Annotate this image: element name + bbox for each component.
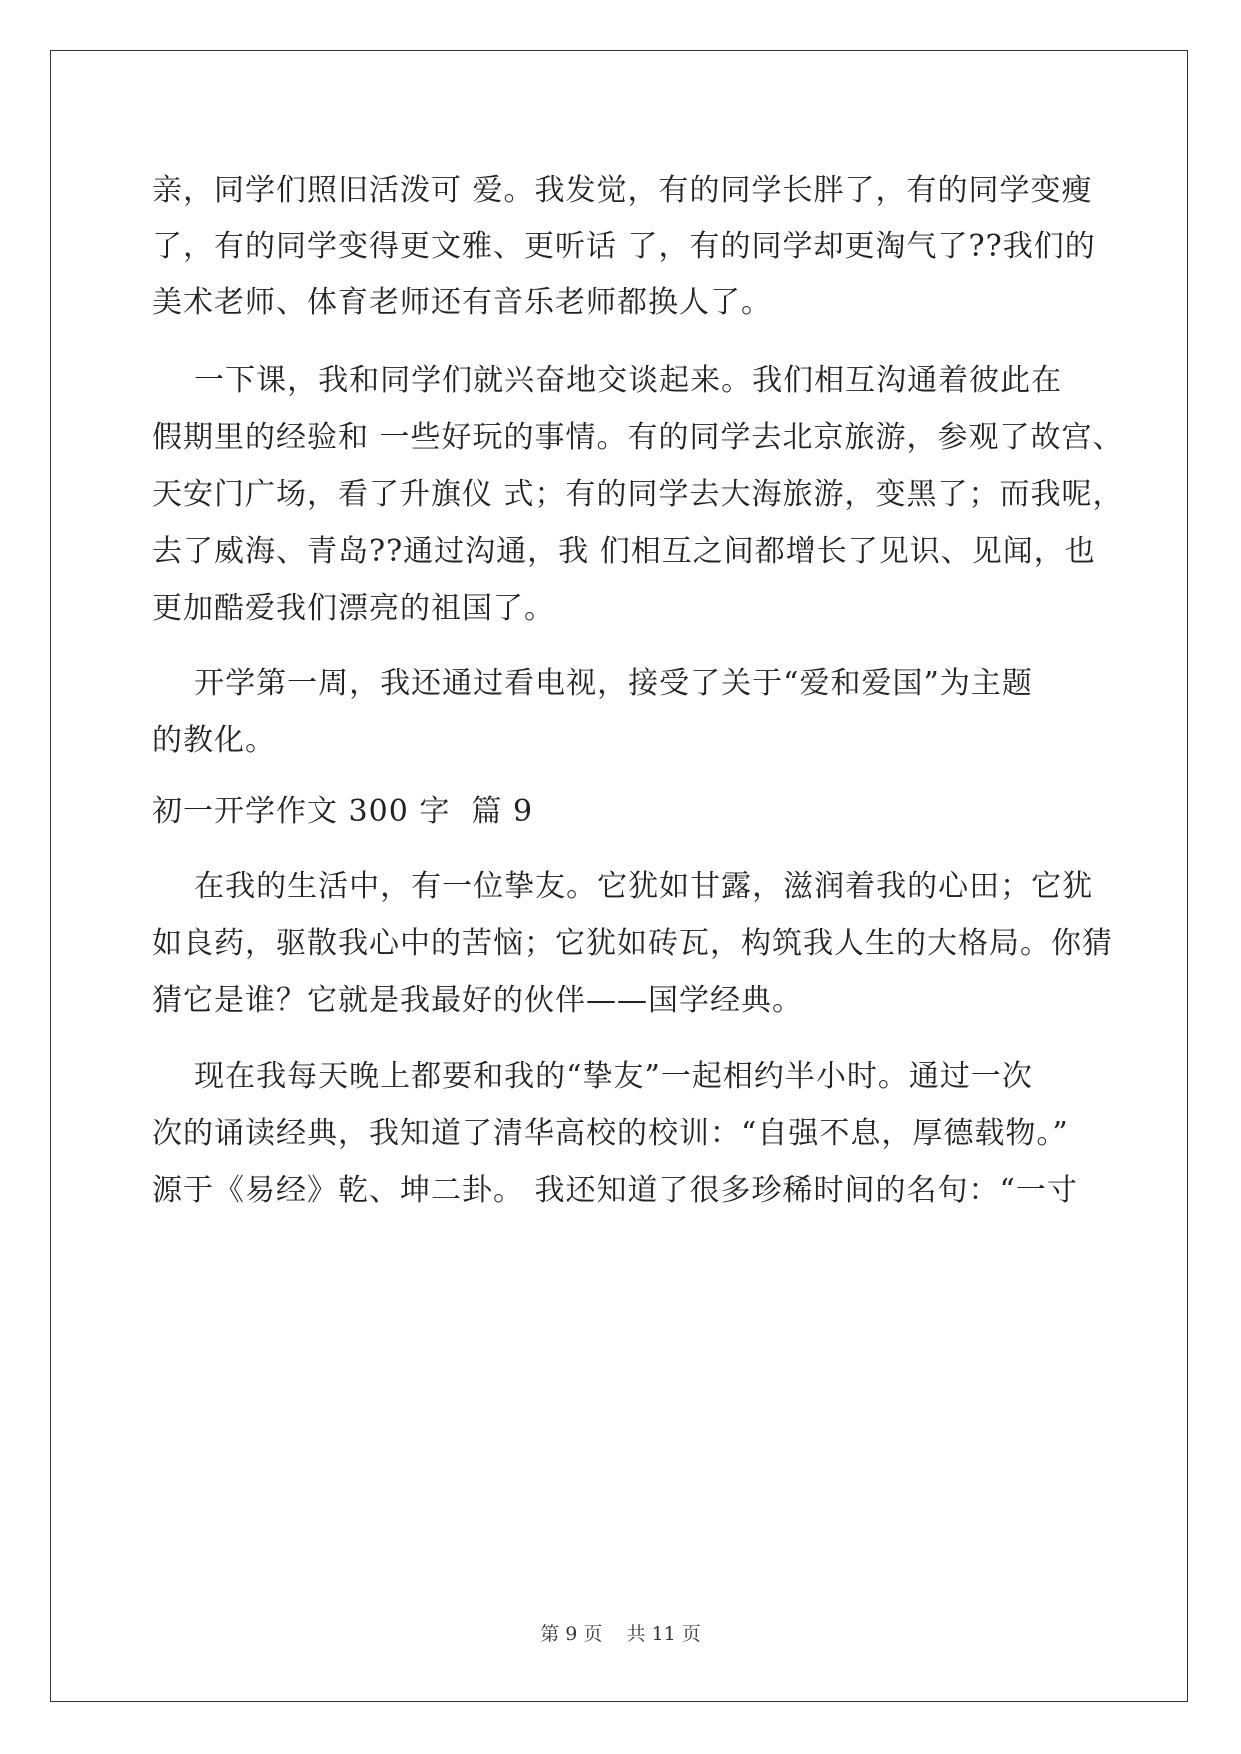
text-line: 猜它是谁？它就是我最好的伙伴——国学经典。 xyxy=(152,983,803,1018)
text-line: 在我的生活中，有一位挚友。它犹如甘露，滋润着我的心田；它犹 xyxy=(152,869,1094,904)
text-line: 假期里的经验和 一些好玩的事情。有的同学去北京旅游，参观了故宫、 xyxy=(152,420,1124,455)
text-line: 如良药，驱散我心中的苦恼；它犹如砖瓦，构筑我人生的大格局。你猜 xyxy=(152,926,1113,961)
text-line: 美术老师、体育老师还有音乐老师都换人了。 xyxy=(152,285,772,320)
text-line: 次的诵读经典，我知道了清华高校的校训：“自强不息，厚德载物。” xyxy=(152,1116,1069,1151)
section-heading: 初一开学作文 300 字 篇 9 xyxy=(152,794,534,829)
text-line: 了，有的同学变得更文雅、更听话 了，有的同学却更淘气了??我们的 xyxy=(152,229,1096,264)
text-line: 更加酷爱我们漂亮的祖国了。 xyxy=(152,591,555,626)
text-line: 亲，同学们照旧活泼可 爱。我发觉，有的同学长胖了，有的同学变瘦 xyxy=(152,173,1093,208)
text-line: 的教化。 xyxy=(152,723,276,758)
text-line: 开学第一周，我还通过看电视，接受了关于“爱和爱国”为主题 xyxy=(152,666,1033,701)
text-line: 天安门广场，看了升旗仪 式；有的同学去大海旅游，变黑了；而我呢， xyxy=(152,477,1124,512)
text-line: 一下课，我和同学们就兴奋地交谈起来。我们相互沟通着彼此在 xyxy=(152,363,1063,398)
text-line: 源于《易经》乾、坤二卦。 我还知道了很多珍稀时间的名句：“一寸 xyxy=(152,1173,1078,1208)
page-number: 第 9 页 共 11 页 xyxy=(540,1623,701,1645)
text-line: 现在我每天晚上都要和我的“挚友”一起相约半小时。通过一次 xyxy=(152,1059,1033,1094)
text-line: 去了威海、青岛??通过沟通，我 们相互之间都增长了见识、见闻，也 xyxy=(152,534,1096,569)
